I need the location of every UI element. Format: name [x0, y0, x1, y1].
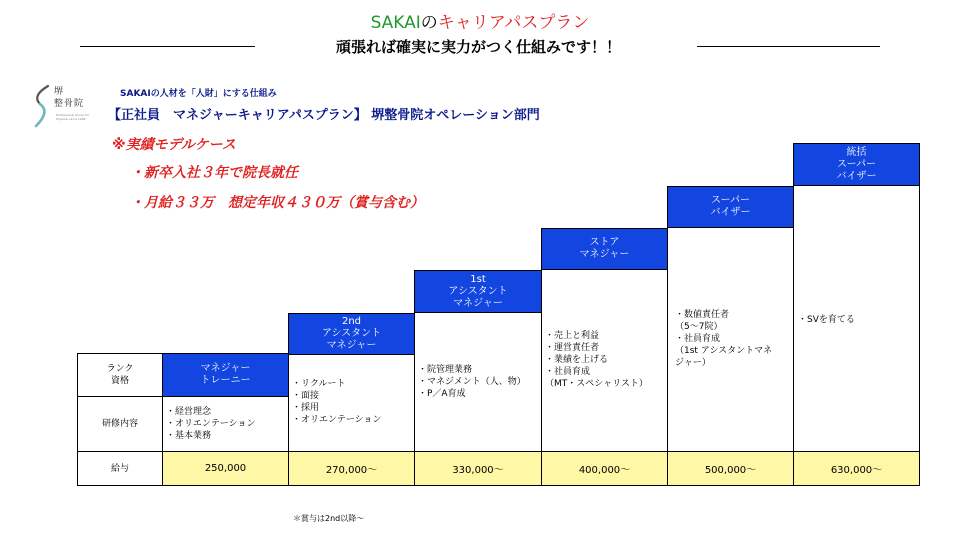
training-2nd-assistant: ・リクルート ・面接 ・採用 ・オリエンテーション [292, 379, 382, 425]
title-rest: キャリアパスプラン [437, 13, 590, 33]
rank-store-manager: ストア マネジャー [541, 228, 668, 270]
training-store-manager: ・売上と利益 ・運営責任者 ・業績を上げる ・社員育成 （MT・スペシャリスト） [545, 331, 648, 389]
stylized-s-logo-icon [30, 82, 54, 132]
page-title [0, 8, 960, 33]
salary-general-supervisor: 630,000〜 [793, 451, 920, 486]
footnote: ＊賞与は2nd以降〜 [293, 514, 365, 523]
section-heading: 【正社員 マネジャーキャリアパスプラン】 堺整骨院オペレーション部門 [108, 108, 540, 123]
training-general-supervisor: ・SVを育てる [798, 315, 855, 325]
rank-label: ランク 資格 [77, 353, 163, 397]
salary-trainee: 250,000 [162, 451, 289, 486]
rank-1st-assistant: 1st アシスタント マネジャー [414, 270, 542, 313]
salary-2nd-assistant: 270,000〜 [288, 451, 415, 486]
rank-trainee: マネジャー トレーニー [162, 353, 289, 397]
subtitle-text: 頑張れば確実に実力がつく仕組みです！！ [335, 38, 621, 56]
training-label: 研修内容 [77, 396, 163, 452]
salary-store-manager: 400,000〜 [541, 451, 668, 486]
salary-label: 給与 [77, 451, 163, 486]
rank-2nd-assistant: 2nd アシスタント マネジャー [288, 313, 415, 355]
salary-1st-assistant: 330,000〜 [414, 451, 542, 486]
company-logo [28, 80, 90, 136]
title-brand: SAKAI [370, 13, 421, 33]
subtitle-rule-right [697, 46, 880, 47]
subtitle-rule-left [80, 46, 255, 47]
logo-kanji-bottom: 整骨院 [54, 99, 85, 109]
title-particle: の [420, 13, 438, 33]
model-case-title: ※実績モデルケース [112, 137, 236, 153]
logo-small-text: Professional Group for Physical since 1996 [56, 113, 90, 121]
training-supervisor: ・数値責任者 （5〜7院） ・社員育成 （1st アシスタントマネ ジャー） [675, 310, 773, 368]
training-trainee: ・経営理念 ・オリエンテーション ・基本業務 [166, 407, 256, 441]
tagline: SAKAIの人材を「人財」にする仕組み [120, 89, 277, 99]
training-1st-assistant: ・院管理業務 ・マネジメント（人、物） ・P／A育成 [418, 365, 526, 399]
level-column-general-supervisor [793, 143, 920, 452]
model-case-point: ・月給３３万 想定年収４３０万（賞与含む） [130, 195, 424, 211]
subtitle [80, 36, 880, 56]
model-case-point: ・新卒入社３年で院長就任 [130, 165, 298, 181]
logo-kanji-top: 堺 [54, 87, 64, 97]
salary-supervisor: 500,000〜 [667, 451, 794, 486]
rank-general-supervisor: 統括 スーパー バイザー [793, 143, 920, 186]
rank-supervisor: スーパー バイザー [667, 186, 794, 228]
